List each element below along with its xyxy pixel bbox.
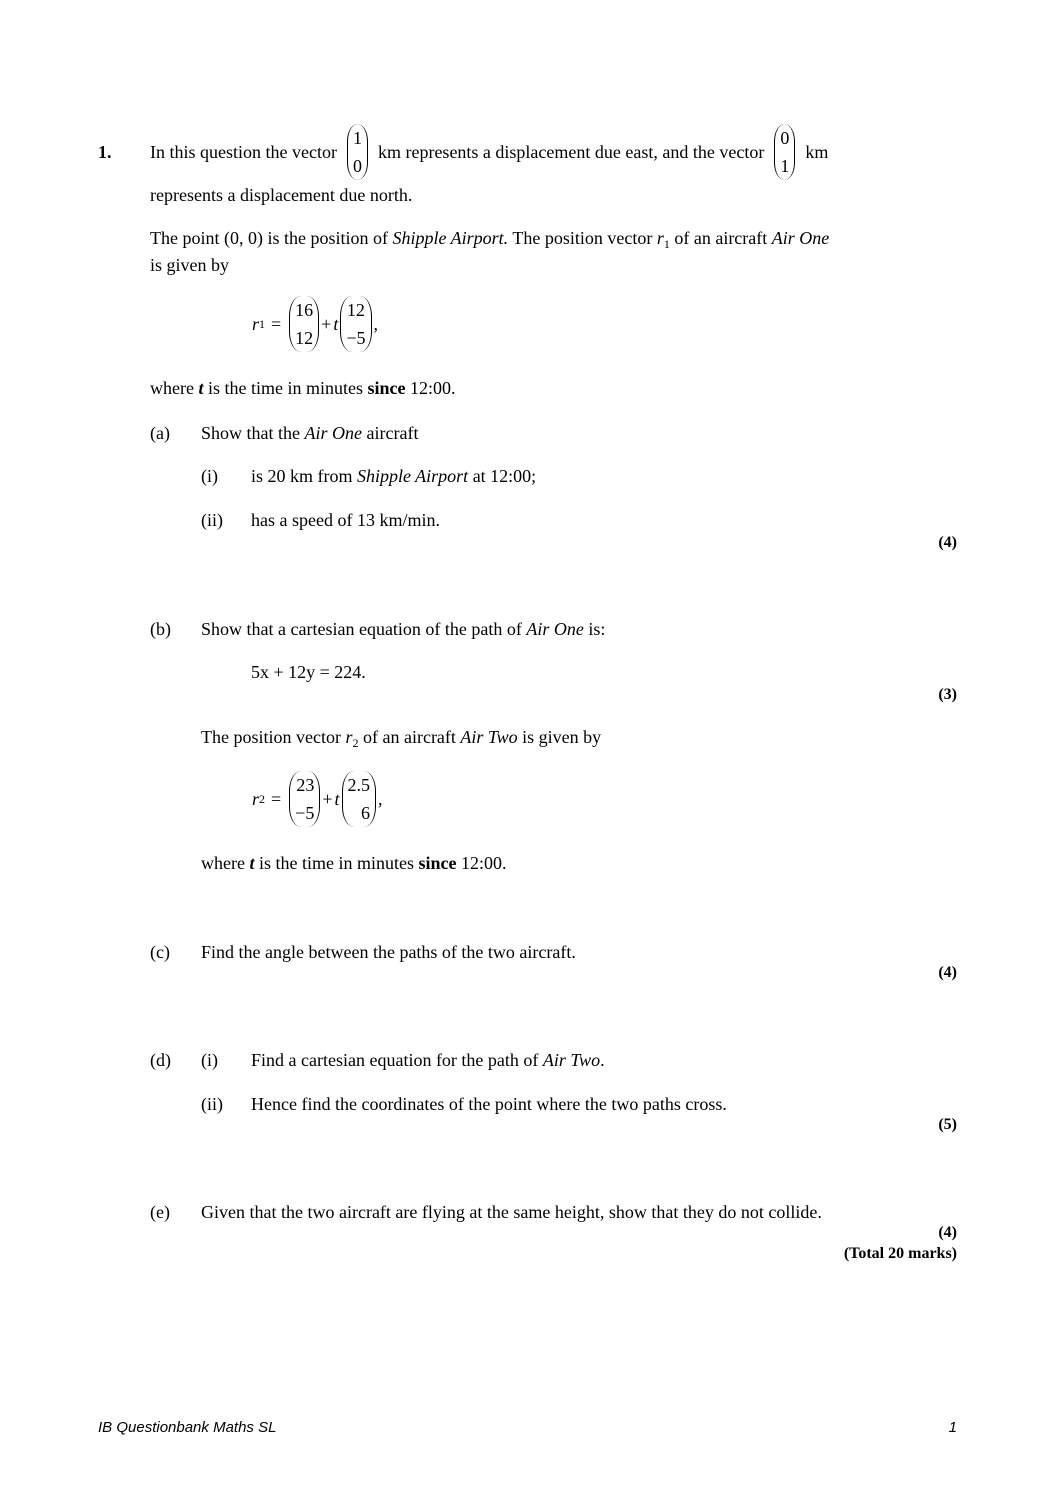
page-number: 1 <box>948 1419 957 1436</box>
r2-initial-x: 23 <box>296 775 315 795</box>
intro-text-a: In this question the vector <box>150 142 337 162</box>
r2-text-1: The position vector <box>201 727 341 747</box>
part-a-text-2: aircraft <box>366 423 419 443</box>
r2-eq-symbol: r <box>252 789 260 809</box>
part-a-i-text-1: is 20 km from <box>251 466 353 486</box>
part-b-label: (b) <box>150 619 171 639</box>
north-vector-top: 0 <box>780 128 790 148</box>
r1-direction-y: −5 <box>346 328 366 348</box>
r1-eq-symbol: r <box>252 314 260 334</box>
east-unit-vector <box>347 124 368 180</box>
r1-initial-x: 16 <box>295 300 314 320</box>
part-b-marks: (3) <box>938 686 957 703</box>
part-d-marks: (5) <box>938 1116 957 1133</box>
r2-text-3: is given by <box>522 727 602 747</box>
intro-line-2: represents a displacement due north. <box>150 185 413 205</box>
part-a-i-text-2: at 12:00; <box>472 466 537 486</box>
part-a-marks: (4) <box>938 534 957 551</box>
part-a-text <box>201 424 418 442</box>
para2-text-b: The position vector <box>512 228 653 248</box>
part-d-ii-text: Hence find the coordinates of the point where the two paths cross. <box>251 1094 727 1114</box>
r1-plus: + <box>321 314 332 334</box>
part-c-label: (c) <box>150 942 170 962</box>
start-time: 12:00. <box>410 378 456 398</box>
total-marks: (Total 20 marks) <box>843 1245 957 1262</box>
where-t: t <box>198 378 204 398</box>
air-one-name: Air One <box>771 228 830 248</box>
where-t-2: t <box>249 853 255 873</box>
r2-plus: + <box>322 789 333 809</box>
where-word-2: where <box>201 853 245 873</box>
r2-intro <box>201 727 602 750</box>
r2-air-two: Air Two <box>460 727 518 747</box>
part-b-text-2: is: <box>588 619 606 639</box>
part-a-ii-text: has a speed of 13 km/min. <box>251 510 440 530</box>
intro-text-c: km <box>805 142 829 162</box>
east-vector-top: 1 <box>352 128 362 148</box>
r2-direction-x: 2.5 <box>347 775 370 795</box>
east-vector-bottom: 0 <box>352 156 362 176</box>
since-word: since <box>367 378 406 398</box>
r1-initial-y: 12 <box>295 328 314 348</box>
part-a-i-label: (i) <box>201 466 218 486</box>
part-a-i-text <box>251 467 536 485</box>
part-b-equation: 5x + 12y = 224. <box>251 662 366 682</box>
r1-symbol: r <box>656 228 664 248</box>
para2-text-a: The point (0, 0) is the position of <box>150 228 388 248</box>
footer-title: IB Questionbank Maths SL <box>98 1419 277 1436</box>
part-a-ii-label: (ii) <box>201 510 223 530</box>
r1-equation: r 1 = 16 12 + t 12 −5 , <box>252 296 378 352</box>
start-time-2: 12:00. <box>461 853 507 873</box>
r2-subscript: 2 <box>352 736 359 750</box>
part-c-text: Find the angle between the paths of the two aircraft. <box>201 942 576 962</box>
part-b-air-one: Air One <box>526 619 584 639</box>
part-a-i-shipple: Shipple Airport <box>357 466 469 486</box>
part-d-label: (d) <box>150 1050 171 1070</box>
north-unit-vector <box>774 124 795 180</box>
north-vector-bottom: 1 <box>780 156 790 176</box>
part-e-text: Given that the two aircraft are flying at the same height, show that they do not collide. <box>201 1202 822 1222</box>
r1-comma: , <box>373 314 378 334</box>
intro-text-b: km represents a displacement due east, and the vector <box>377 142 765 162</box>
r2-equation: r 2 = 23 −5 + t 2.5 6 , <box>252 771 383 827</box>
part-d-ii-label: (ii) <box>201 1094 223 1114</box>
para2-text-c: of an aircraft <box>674 228 768 248</box>
part-d-i-label: (i) <box>201 1050 218 1070</box>
r2-initial-y: −5 <box>295 803 315 823</box>
where-mid-2: is the time in minutes <box>259 853 414 873</box>
part-e-marks: (4) <box>938 1224 957 1241</box>
where-mid: is the time in minutes <box>208 378 363 398</box>
r2-direction-y: 6 <box>361 803 370 823</box>
where-t-line-1 <box>150 379 456 397</box>
part-b-text-1: Show that a cartesian equation of the path of <box>201 619 522 639</box>
part-a-text-1: Show that the <box>201 423 300 443</box>
part-d-i-text-1: Find a cartesian equation for the path of <box>251 1050 539 1070</box>
r2-comma: , <box>378 789 383 809</box>
r2-initial-vector <box>289 771 320 827</box>
position-paragraph-line2: is given by <box>150 255 229 275</box>
r1-initial-vector <box>289 296 319 352</box>
where-t-line-2 <box>201 854 507 872</box>
part-c-marks: (4) <box>938 964 957 981</box>
intro-line <box>150 124 828 180</box>
part-a-label: (a) <box>150 423 170 443</box>
r2-text-2: of an aircraft <box>362 727 456 747</box>
r1-t: t <box>333 314 339 334</box>
r2-symbol: r <box>345 727 353 747</box>
r1-subscript: 1 <box>663 237 670 251</box>
r2-t: t <box>334 789 340 809</box>
shipple-airport-name: Shipple Airport. <box>392 228 509 248</box>
question-number: 1. <box>98 142 112 162</box>
part-d-i-period: . <box>600 1050 605 1070</box>
part-d-i-text <box>251 1051 605 1069</box>
r2-direction-vector <box>342 771 377 827</box>
part-a-air-one: Air One <box>304 423 362 443</box>
where-word: where <box>150 378 194 398</box>
r1-direction-x: 12 <box>346 300 365 320</box>
since-word-2: since <box>418 853 457 873</box>
position-paragraph-line1 <box>150 228 830 251</box>
part-b-text <box>201 620 605 638</box>
part-d-i-air-two: Air Two <box>542 1050 601 1070</box>
part-e-label: (e) <box>150 1202 170 1222</box>
r1-direction-vector <box>340 296 371 352</box>
